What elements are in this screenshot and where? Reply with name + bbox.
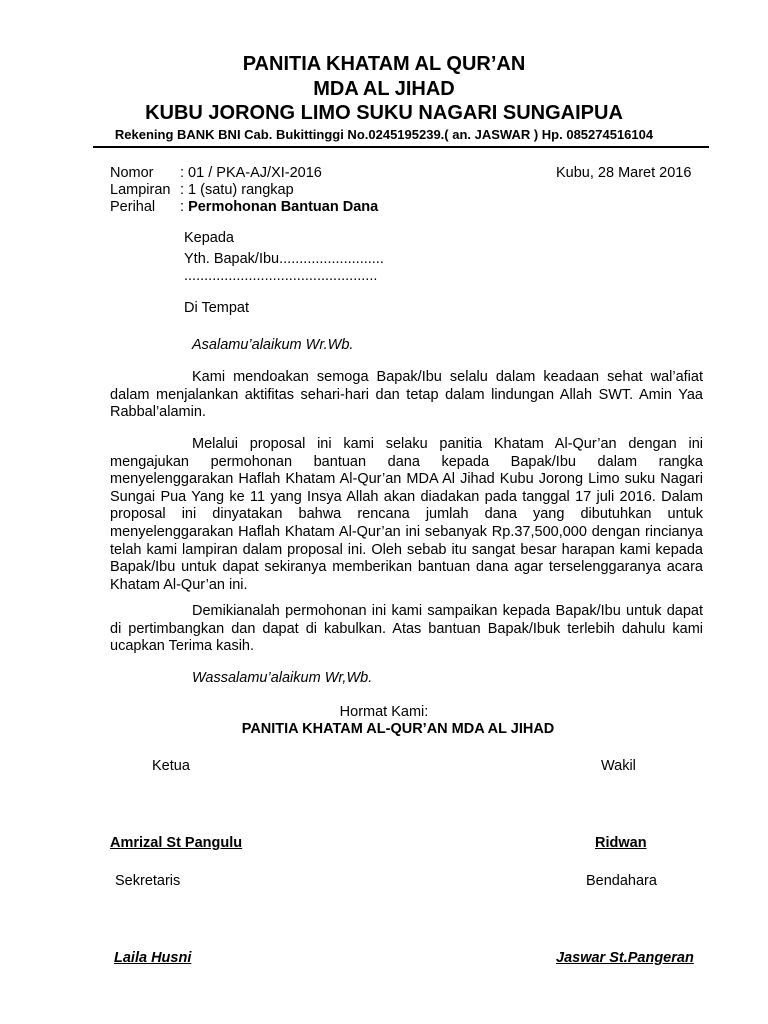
- nomor-value: : 01 / PKA-AJ/XI-2016: [180, 165, 322, 181]
- bendahara-title: Bendahara: [586, 873, 657, 889]
- wakil-name: Ridwan: [595, 835, 647, 851]
- perihal-value: Permohonan Bantuan Dana: [188, 199, 379, 215]
- ketua-title: Ketua: [152, 758, 190, 774]
- wakil-title: Wakil: [601, 758, 636, 774]
- paragraph-3: Demikianalah permohonan ini kami sampaikan kepada Bapak/Ibu untuk dapat di pertimbangkan dan dapat di kabulkan. Atas bantuan Bapak/Ibuk terlebih dahulu kami ucapkan Terima kasih.: [110, 603, 703, 655]
- bendahara-name: Jaswar St.Pangeran: [556, 950, 694, 966]
- sekretaris-name: Laila Husni: [114, 950, 192, 966]
- perihal-label: Perihal: [110, 199, 156, 215]
- letterhead-subtitle: MDA AL JIHAD: [313, 78, 455, 100]
- letterhead-title: PANITIA KHATAM AL QUR’AN: [242, 53, 526, 75]
- ketua-name: Amrizal St Pangulu: [110, 835, 243, 851]
- header-divider: [93, 146, 709, 148]
- letterhead-account: Rekening BANK BNI Cab. Bukittinggi No.0245195239.( an. JASWAR ) Hp. 085274516104: [114, 127, 654, 142]
- sekretaris-title: Sekretaris: [115, 873, 181, 889]
- letterhead-address: KUBU JORONG LIMO SUKU NAGARI SUNGAIPUA: [145, 102, 623, 124]
- lampiran-label: Lampiran: [110, 182, 171, 198]
- lampiran-value: : 1 (satu) rangkap: [180, 182, 294, 198]
- paragraph-1: Kami mendoakan semoga Bapak/Ibu selalu dalam keadaan sehat wal’afiat dalam menjalankan aktifitas sehari-hari dan tetap dalam lindungan Allah SWT. Amin Yaa Rabbal’alamin.: [110, 369, 703, 421]
- signature-org: PANITIA KHATAM AL-QUR’AN MDA AL JIHAD: [241, 721, 555, 737]
- greeting: Asalamu’alaikum Wr.Wb.: [192, 337, 354, 353]
- nomor-label: Nomor: [110, 165, 154, 181]
- recipient-dots: ................................................: [184, 268, 378, 284]
- recipient-tempat: Di Tempat: [184, 300, 250, 316]
- hormat-kami: Hormat Kami:: [339, 704, 429, 720]
- letter-date: Kubu, 28 Maret 2016: [556, 165, 692, 181]
- recipient-kepada: Kepada: [184, 230, 234, 246]
- recipient-yth: Yth. Bapak/Ibu..........................: [184, 251, 384, 267]
- closing-greeting: Wassalamu’alaikum Wr,Wb.: [192, 670, 373, 686]
- paragraph-2: Melalui proposal ini kami selaku panitia Khatam Al-Qur’an dengan ini mengajukan permohonan bantuan dana kepada Bapak/Ibu dalam rangka menyelenggarakan Haflah Khatam Al-Qur’an MDA Al Jihad Kubu Jorong Limo suku Nagari Sungai Pua Yang ke 11 yang Insya Allah akan diadakan pada tanggal 17 juli 2016. Dalam proposal ini dinyatakan bahwa rencana jumlah dana yang dibutuhkan untuk menyelenggarakan Haflah Khatam Al-Qur’an ini sebanyak Rp.37,500,000 dengan rincianya telah kami lampiran dalam proposal ini. Oleh sebab itu sangat besar harapan kami kepada Bapak/Ibu untuk dapat sekiranya memberikan bantuan dana agar terselenggaranya acara Khatam Al-Qur’an ini.: [110, 436, 703, 593]
- perihal-colon: :: [180, 199, 189, 215]
- perihal-line: [180, 199, 378, 215]
